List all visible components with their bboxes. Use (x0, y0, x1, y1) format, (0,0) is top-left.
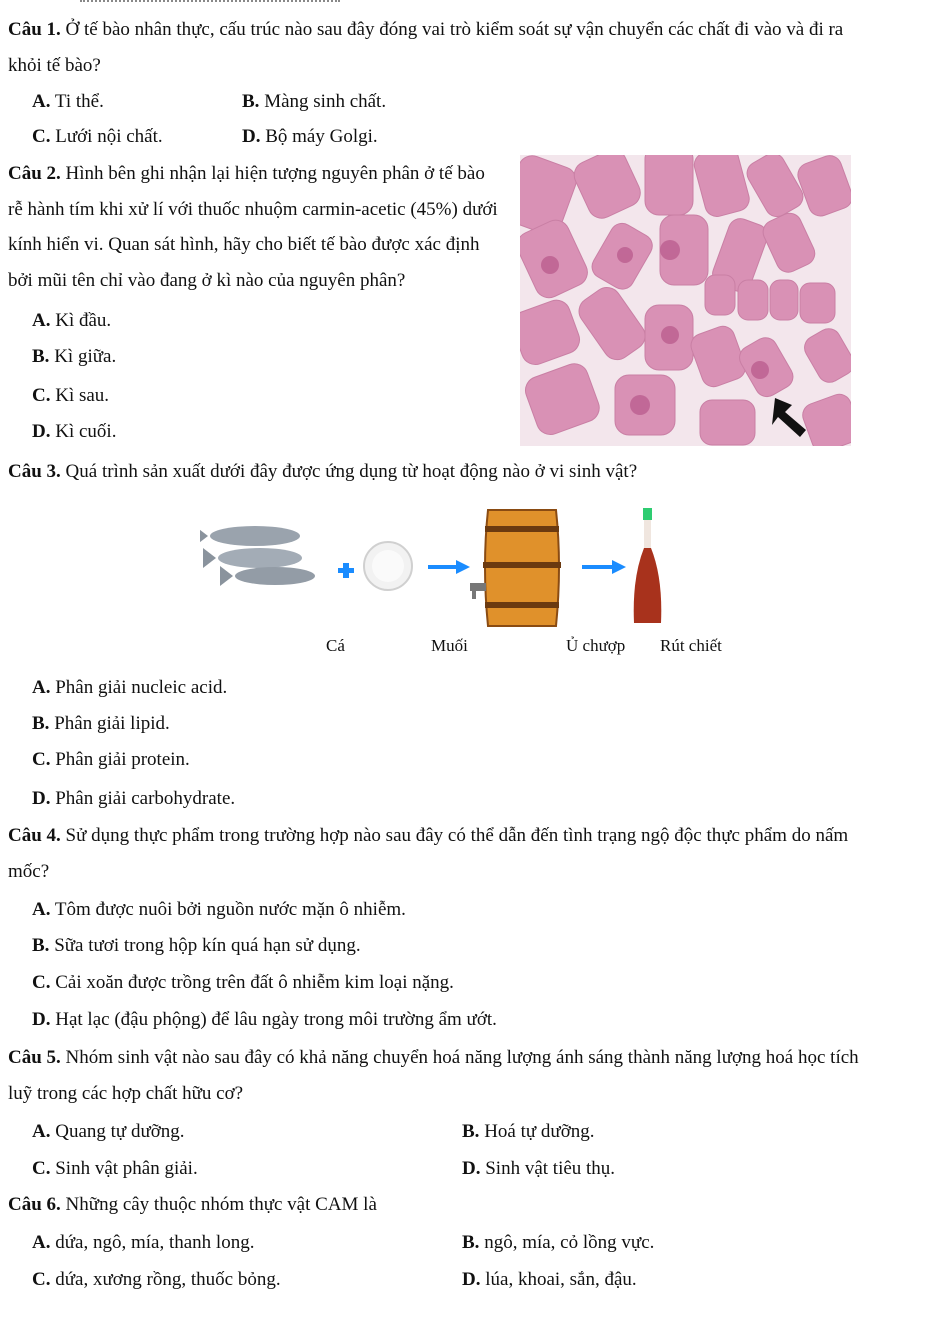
q3-option-c[interactable]: C. Phân giải protein. (32, 749, 190, 770)
plus-icon (338, 563, 354, 578)
bottle-icon (634, 508, 662, 623)
q4-option-a[interactable]: A. Tôm được nuôi bởi nguồn nước mặn ô nhiễm. (32, 899, 406, 920)
q6-option-b[interactable]: B. ngô, mía, cỏ lồng vực. (462, 1232, 655, 1253)
barrel-icon (470, 510, 561, 626)
fish-icon (200, 526, 315, 586)
process-svg (200, 498, 720, 638)
q4-stem-line1: Câu 4. Sử dụng thực phẩm trong trường hợp nào sau đây có thể dẫn đến tình trạng ngộ độc thực phẩm do nấm (8, 825, 849, 846)
q5-stem-line1: Câu 5. Nhóm sinh vật nào sau đây có khả năng chuyển hoá năng lượng ánh sáng thành năng lượng hoá học tích (8, 1047, 859, 1068)
q3-option-d[interactable]: D. Phân giải carbohydrate. (32, 788, 236, 809)
q2-option-d[interactable]: D. Kì cuối. (32, 421, 117, 442)
q6-number: Câu 6. (8, 1194, 61, 1215)
top-border-dots (80, 0, 340, 5)
q2-number: Câu 2. (8, 163, 61, 184)
q2-stem-line2: rễ hành tím khi xử lí với thuốc nhuộm carmin-acetic (45%) dưới (8, 199, 498, 220)
figure-label-extract: Rút chiết (660, 636, 722, 655)
fish-sauce-process-figure (200, 498, 720, 638)
q6-option-c[interactable]: C. dứa, xương rồng, thuốc bỏng. (32, 1269, 281, 1290)
q5-option-c[interactable]: C. Sinh vật phân giải. (32, 1158, 198, 1179)
q1-text: Ở tế bào nhân thực, cấu trúc nào sau đây đóng vai trò kiểm soát sự vận chuyển các chất đi vào và đi ra (65, 19, 844, 40)
q4-option-c[interactable]: C. Cải xoăn được trồng trên đất ô nhiễm kim loại nặng. (32, 972, 454, 993)
figure-label-ferment: Ủ chượp (566, 636, 626, 655)
arrow-icon (582, 560, 626, 574)
q3-option-a[interactable]: A. Phân giải nucleic acid. (32, 677, 228, 698)
q4-option-b[interactable]: B. Sữa tươi trong hộp kín quá hạn sử dụng. (32, 935, 361, 956)
q6-stem-line1: Câu 6. Những cây thuộc nhóm thực vật CAM là (8, 1194, 377, 1215)
figure-label-fish: Cá (326, 636, 345, 655)
q2-option-c[interactable]: C. Kì sau. (32, 385, 110, 406)
q3-option-b[interactable]: B. Phân giải lipid. (32, 713, 170, 734)
q6-option-d[interactable]: D. lúa, khoai, sắn, đậu. (462, 1269, 637, 1290)
onion-root-mitosis-micrograph (520, 155, 851, 446)
q5-number: Câu 5. (8, 1047, 61, 1068)
micrograph-svg (520, 155, 851, 446)
q5-option-a[interactable]: A. Quang tự dưỡng. (32, 1121, 185, 1142)
q3-number: Câu 3. (8, 461, 61, 482)
q3-stem-line1: Câu 3. Quá trình sản xuất dưới đây được ứng dụng từ hoạt động nào ở vi sinh vật? (8, 461, 638, 482)
q1-option-d[interactable]: D. Bộ máy Golgi. (242, 126, 378, 147)
figure-label-salt: Muối (431, 636, 468, 655)
q2-option-b[interactable]: B. Kì giữa. (32, 346, 117, 367)
q2-stem-line3: kính hiển vi. Quan sát hình, hãy cho biết tế bào được xác định (8, 234, 480, 255)
q2-option-a[interactable]: A. Kì đầu. (32, 310, 112, 331)
q4-number: Câu 4. (8, 825, 61, 846)
q1-option-c[interactable]: C. Lưới nội chất. (32, 126, 163, 147)
q6-option-a[interactable]: A. dứa, ngô, mía, thanh long. (32, 1232, 255, 1253)
q1-option-a[interactable]: A. Ti thể. (32, 91, 104, 112)
q1-stem-line1 (8, 18, 843, 42)
q1-option-b[interactable]: B. Màng sinh chất. (242, 91, 387, 112)
q5-stem-line2: luỹ trong các hợp chất hữu cơ? (8, 1083, 244, 1104)
q4-option-d[interactable]: D. Hạt lạc (đậu phộng) để lâu ngày trong môi trường ẩm ướt. (32, 1009, 497, 1030)
q5-option-d[interactable]: D. Sinh vật tiêu thụ. (462, 1158, 616, 1179)
q5-option-b[interactable]: B. Hoá tự dưỡng. (462, 1121, 595, 1142)
q2-stem-line4: bởi mũi tên chỉ vào đang ở kì nào của nguyên phân? (8, 270, 406, 291)
q2-stem-line1: Câu 2. Hình bên ghi nhận lại hiện tượng nguyên phân ở tế bào (8, 163, 485, 184)
arrow-icon (428, 560, 470, 574)
q1-stem-line2: khỏi tế bào? (8, 55, 101, 76)
q1-number: Câu 1. (8, 19, 61, 40)
q4-stem-line2: mốc? (8, 861, 50, 882)
